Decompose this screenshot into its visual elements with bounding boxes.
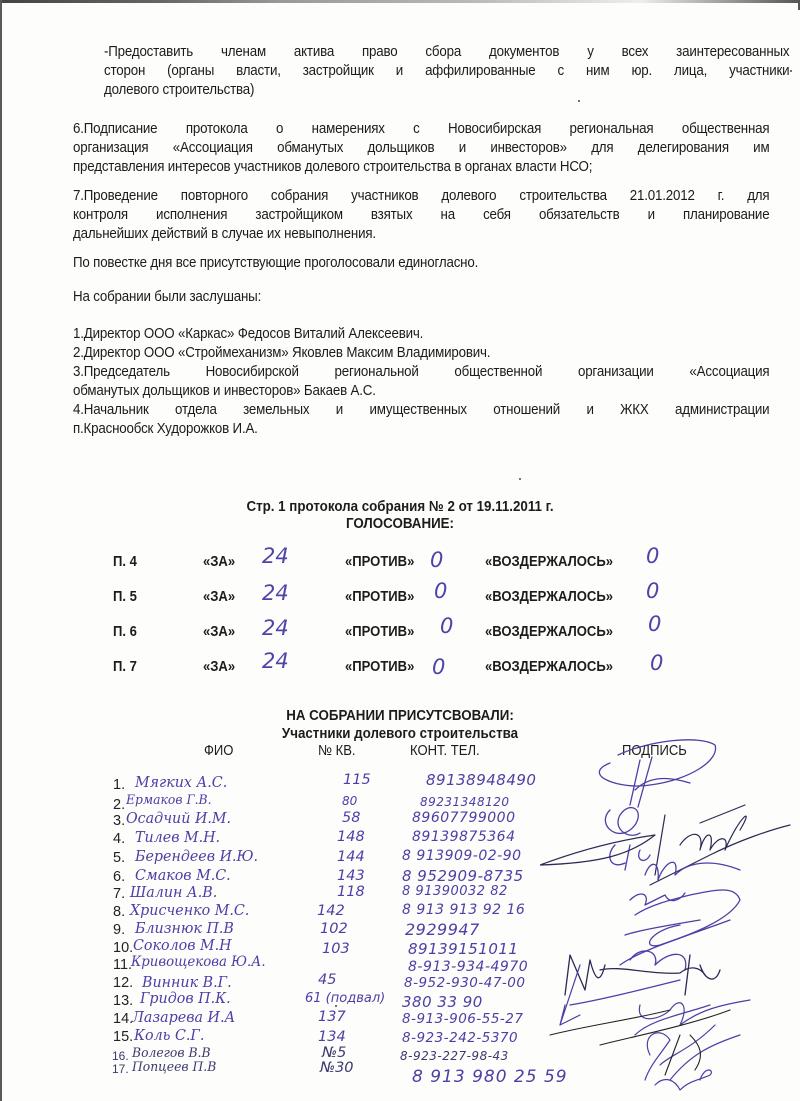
text-line: долевого строительства) [104,82,255,98]
speakers-list [73,325,769,439]
attendee-apt: 61 (подвал) [305,991,386,1006]
vote-abstained-label: «ВОЗДЕРЖАЛОСЬ» [485,589,613,605]
vote-row [0,579,800,615]
vote-against-value: 0 [432,655,446,679]
column-header-tel: КОНТ. ТЕЛ. [410,743,480,759]
signatures-area [540,735,800,1101]
voting-title: ГОЛОСОВАНИЕ: [345,516,455,532]
text-line: По повестке дня все присутствующие проголосовали единогласно. [73,255,479,271]
attendee-name: Волегов В.В [132,1046,211,1061]
attendee-number: 4. [113,831,126,847]
attendee-name: Мягких А.С. [135,773,228,791]
vote-item-label: П. 5 [113,589,137,605]
attendee-apt: 103 [322,941,350,957]
attendee-name: Смаков М.С. [135,866,231,884]
vote-abstained-value: 0 [646,544,660,568]
attendee-name: Осадчий И.М. [126,809,232,827]
attendee-apt: 148 [337,829,365,845]
signature-icon [540,805,790,885]
attendee-apt: №30 [320,1060,354,1076]
vote-abstained-value: 0 [648,612,662,636]
agenda-item-7 [73,187,769,244]
attendee-name: Хрисченко М.С. [130,901,250,919]
vote-for-label: «ЗА» [203,659,236,675]
text-line: На собрании были заслушаны: [73,289,262,305]
attendee-phone: 89231348120 [420,795,510,809]
attendee-phone: 89139875364 [412,829,516,845]
attendee-number: 6. [113,869,126,885]
attendee-number: 5. [113,850,126,866]
attendee-number: 13. [113,993,134,1009]
attendee-apt: №5 [322,1045,347,1061]
attendee-name: Лазарева И.А [132,1008,236,1026]
speaker-item: п.Краснообск Худорожков И.А. [73,421,258,437]
attendee-phone: 380 33 90 [402,993,483,1011]
vote-row [0,649,800,685]
attendee-name: Гридов П.К. [140,989,231,1007]
text-line: организация «Ассоциация обманутых дольщиков и инвесторов» для делегирования им [73,140,770,156]
agenda-item-6 [73,120,769,177]
attendee-number: 7. [113,886,126,902]
vote-row [0,544,800,580]
column-header-signature: ПОДПИСЬ [622,743,687,759]
vote-for-value: 24 [262,581,289,605]
attendance-title: НА СОБРАНИИ ПРИСУТСВОВАЛИ: [286,708,514,724]
column-header-apt: № КВ. [318,743,356,759]
vote-against-label: «ПРОТИВ» [345,624,415,640]
attendee-name: Близнюк П.В [135,919,234,937]
speaker-item: 1.Директор ООО «Каркас» Федосов Виталий Алексеевич. [73,326,424,342]
page-header: Стр. 1 протокола собрания № 2 от 19.11.2011 г. [246,499,554,515]
attendance-subtitle: Участники долевого строительства [281,726,519,742]
attendee-phone: 89607799000 [412,810,516,826]
vote-item-label: П. 4 [113,554,137,570]
vote-for-label: «ЗА» [203,554,236,570]
vote-against-value: 0 [440,614,454,638]
attendee-apt: 45 [318,972,337,988]
attendee-apt: 142 [317,903,345,919]
text-line: контроля исполнения застройщиком взятых на себя обязательств и планирование [73,207,770,223]
vote-against-label: «ПРОТИВ» [345,659,415,675]
agenda-continuation [104,43,789,100]
text-line: 7.Проведение повторного собрания участников долевого строительства 21.01.2012 г. для [73,188,770,204]
vote-abstained-label: «ВОЗДЕРЖАЛОСЬ» [485,659,613,675]
vote-against-label: «ПРОТИВ» [345,589,415,605]
attendee-number: 8. [113,904,126,920]
scan-speck [790,70,792,72]
attendee-name: Тилев М.Н. [135,828,221,846]
attendee-apt: 58 [342,810,361,826]
attendee-apt: 134 [318,1029,346,1045]
attendee-number: 1. [113,777,126,793]
speaker-item: 2.Директор ООО «Строймеханизм» Яковлев Максим Владимирович. [73,345,491,361]
attendee-phone: 8 913 980 25 59 [412,1067,568,1087]
scan-speck [578,100,580,102]
signature-icon [620,862,740,970]
attendee-phone: 8 952909-8735 [402,867,524,885]
vote-against-label: «ПРОТИВ» [345,554,415,570]
attendee-name: Берендеев И.Ю. [135,847,259,865]
attendee-name: Коль С.Г. [134,1026,205,1044]
vote-row [0,612,800,650]
attendee-number: 10. [113,940,134,956]
attendee-number: 12. [113,975,134,991]
attendee-name: Винник В.Г. [142,973,232,991]
vote-item-label: П. 7 [113,659,137,675]
text-line: дальнейших действий в случае их невыполнения. [73,226,376,242]
attendee-phone: 89138948490 [426,771,537,789]
speaker-item: 3.Председатель Новосибирской региональной общественной организации «Ассоциация [73,364,770,380]
text-line: -Предоставить членам актива право сбора документов у всех заинтересованных [104,44,790,60]
vote-for-value: 24 [262,616,289,640]
attendee-apt: 143 [337,868,365,884]
signature-icon [599,740,715,870]
vote-for-label: «ЗА» [203,589,236,605]
scan-speck [519,478,521,480]
attendee-apt: 80 [342,794,358,808]
text-line: представления интересов участников долевого строительства в органах власти НСО; [73,159,593,175]
vote-abstained-value: 0 [650,651,664,675]
signature-icon [550,1010,730,1075]
text-line: сторон (органы власти, застройщик и аффилированные с ним юр. лица, участники [104,63,790,79]
vote-abstained-value: 0 [646,579,660,603]
attendee-phone: 8-913-906-55-27 [402,1011,524,1027]
attendee-phone: 2929947 [405,920,480,939]
attendee-phone: 8 91390032 82 [402,884,508,899]
attendee-name: Шалин А.В. [130,883,218,901]
vote-against-value: 0 [430,548,444,572]
speaker-item: обманутых дольщиков и инвесторов» Бакаев А.С. [73,383,376,399]
column-header-name: ФИО [204,743,234,759]
attendee-number: 2. [113,797,126,813]
vote-for-value: 24 [262,649,289,673]
speaker-item: 4.Начальник отдела земельных и имущественных отношений и ЖКХ администрации [73,402,770,418]
vote-against-value: 0 [434,579,448,603]
attendee-number: 14. [113,1011,134,1027]
attendee-phone: 8-913-934-4970 [408,959,529,975]
attendee-number: 16. [112,1049,129,1063]
attendee-phone: 8-952-930-47-00 [404,975,526,991]
vote-item-label: П. 6 [113,624,137,640]
signature-icon [560,965,750,1090]
attendee-apt: 137 [318,1009,346,1025]
attendee-phone: 8 913909-02-90 [402,848,522,864]
attendee-apt: 144 [337,849,365,865]
attendee-name: Кривощекова Ю.А. [131,954,266,970]
attendee-apt: 118 [337,884,365,900]
vote-for-value: 24 [262,544,289,568]
attendee-number: 17. [112,1062,129,1076]
attendee-number: 15. [113,1029,134,1045]
attendee-number: 3. [113,813,126,829]
attendee-number: 11. [113,957,133,973]
attendee-apt: 102 [320,921,348,937]
heard-title [73,288,769,307]
vote-for-label: «ЗА» [203,624,236,640]
attendee-name: Попцеев П.В [132,1060,217,1075]
vote-abstained-label: «ВОЗДЕРЖАЛОСЬ» [485,554,613,570]
attendee-number: 9. [113,922,126,938]
scan-edge-top [0,0,800,3]
attendee-name: Ермаков Г.В. [126,793,212,808]
vote-abstained-label: «ВОЗДЕРЖАЛОСЬ» [485,624,613,640]
attendee-phone: 8-923-242-5370 [402,1030,519,1046]
attendee-name: Соколов М.Н [133,936,232,954]
unanimous-vote-note [73,254,769,273]
attendee-apt: 115 [343,772,371,788]
attendee-phone: 89139151011 [408,940,519,958]
text-line: 6.Подписание протокола о намерениях с Новосибирская региональная общественная [73,121,770,137]
attendee-phone: 8 913 913 92 16 [402,902,526,918]
attendee-phone: 8-923-227-98-43 [400,1049,509,1063]
